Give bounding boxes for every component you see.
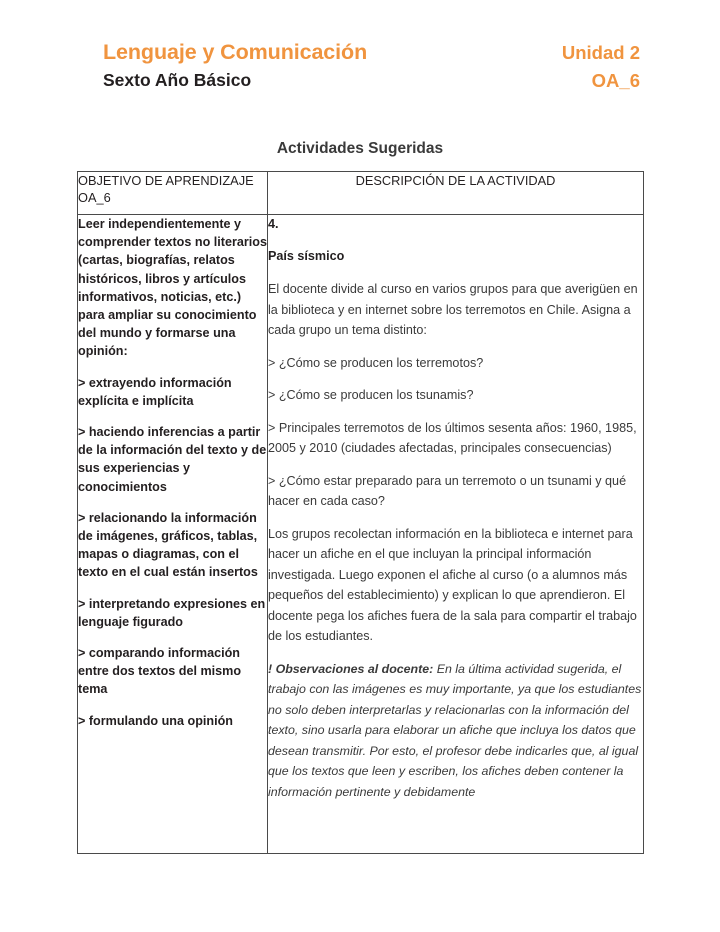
column-header-description: DESCRIPCIÓN DE LA ACTIVIDAD (268, 172, 644, 215)
table-row (78, 215, 644, 854)
column-header-objective: OBJETIVO DE APRENDIZAJE OA_6 (78, 172, 268, 215)
objective-bullet-3: > relacionando la información de imágenes, gráficos, tablas, mapas o diagramas, con el texto en el cual están insertos (78, 510, 258, 580)
objective-cell (78, 215, 268, 854)
teacher-note-label: ! Observaciones al docente: (268, 661, 434, 676)
subject-title: Lenguaje y Comunicación (103, 40, 368, 64)
table-header-row (78, 172, 644, 215)
activity-intro-paragraph: El docente divide al curso en varios grupos para que averigüen en la biblioteca y en internet sobre los terremotos en Chile. Asigna a cada grupo un tema distinto: (268, 282, 638, 337)
section-heading: Actividades Sugeridas (276, 140, 444, 157)
teacher-note (268, 659, 643, 803)
activity-topic-4: > ¿Cómo estar preparado para un terremoto o un tsunami y qué hacer en cada caso? (268, 473, 627, 508)
objective-bullet-5: > comparando información entre dos textos del mismo tema (78, 646, 242, 697)
unit-label: Unidad 2 (561, 42, 640, 63)
objective-content (78, 215, 267, 853)
objective-bullet-6: > formulando una opinión (78, 713, 233, 728)
activity-number: 4. (268, 217, 279, 231)
description-cell (268, 215, 644, 854)
objective-bullet-1: > extrayendo información explícita e implícita (78, 375, 232, 408)
activity-topic-1: > ¿Cómo se producen los terremotos? (268, 355, 484, 370)
document-header (103, 40, 640, 93)
activities-table (77, 171, 644, 854)
activity-topic-2: > ¿Cómo se producen los tsunamis? (268, 388, 474, 402)
objective-intro: Leer independientemente y comprender textos no literarios (cartas, biografías, relatos históricos, libros y artículos informativos, noticias, etc.) para ampliar su conocimiento del mundo y formarse una opinión: (78, 217, 267, 359)
teacher-note-body: En la última actividad sugerida, el trabajo con las imágenes es muy importante, ya que los estudiantes no solo deben interpretarlas y relacionarlas con la información del texto, sino usarla para elaborar un afiche que incluya los datos que desean transmitir. Por esto, el profesor debe indicarles que, al igual que los textos que leen y escriben, los afiches deben contener la información pertinente y debidamente (268, 661, 642, 799)
objective-bullet-4: > interpretando expresiones en lenguaje figurado (78, 596, 266, 629)
description-content (268, 215, 643, 853)
oa-label: OA_6 (591, 70, 640, 91)
header-right-block (562, 40, 640, 93)
activity-topic-3: > Principales terremotos de los últimos sesenta años: 1960, 1985, 2005 y 2010 (ciudades afectadas, principales consecuencias) (268, 420, 637, 455)
objective-bullet-2: > haciendo inferencias a partir de la información del texto y de sus experiencias y conocimientos (78, 425, 267, 494)
activity-title: País sísmico (268, 249, 345, 263)
grade-subtitle: Sexto Año Básico (103, 70, 252, 90)
activity-closing-paragraph: Los grupos recolectan información en la biblioteca e internet para hacer un afiche en el que incluyan la principal información investigada. Luego exponen el afiche al curso (o a alumnos más pequeños del establecimiento) y explican lo que aprendieron. El docente pega los afiches fuera de la sala para compartir el trabajo de los estudiantes. (268, 526, 637, 643)
header-left-block (103, 40, 367, 93)
